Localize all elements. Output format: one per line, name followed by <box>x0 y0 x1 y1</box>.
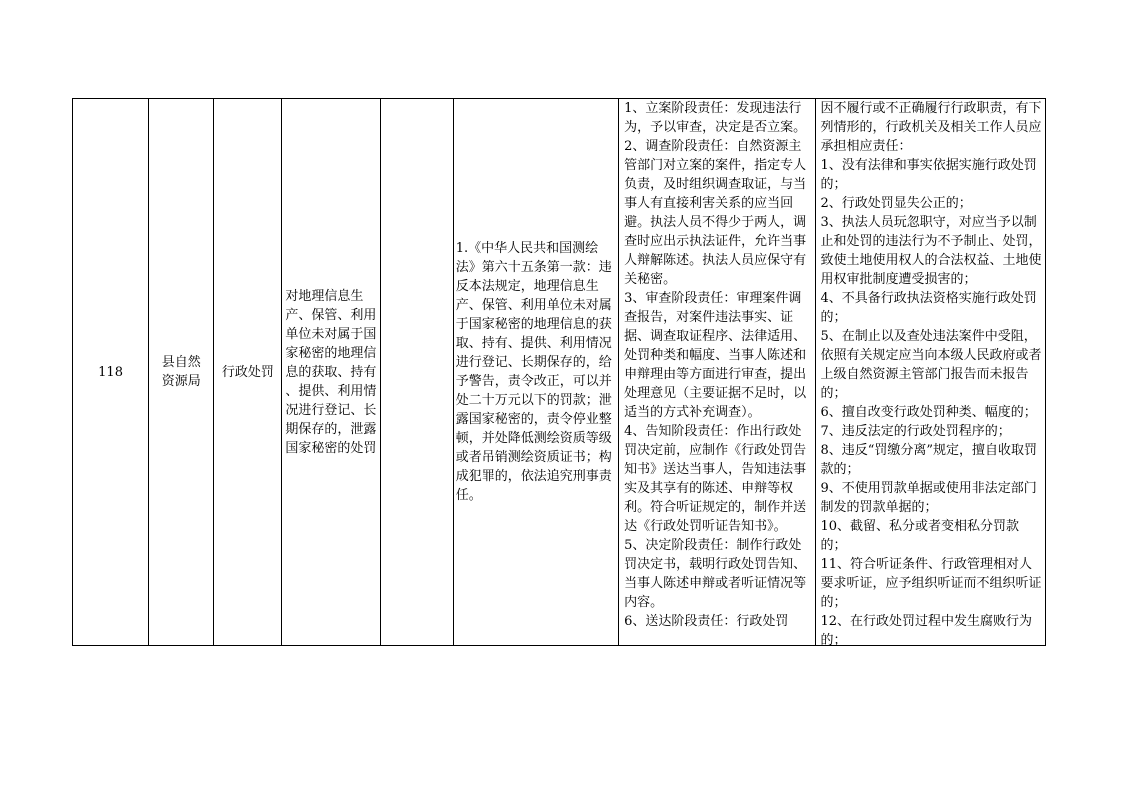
responsibilities-cell <box>619 99 816 646</box>
sub-item-cell <box>380 99 453 646</box>
department-name: 县自然 资源局 <box>161 355 201 389</box>
item-name: 对地理信息生产、保管、利用单位未对属于国家秘密的地理信息的获取、持有 、提供、利用情况进行登记、长期保存的，泄露国家秘密的处罚 <box>285 288 381 456</box>
liabilities-text: 因不履行或不正确履行行政职责，有下列情形的，行政机关及相关工作人员应承担相应责任： 1、没有法律和事实依据实施行政处罚的； 2、行政处罚显失公正的； 3、执法人员玩忽职守，对应当予以制止和处罚的违法行为不予制止、处罚，致使土地使用权人的合法权益、土地使用权审批制度遭受损害的； 4、不具备行政执法资格实施行政处罚的； 5、在制止以及查处违法案件中受阻，依照有关规定应当向本级人民政府或者上级自然资源主管部门报告而未报告的； 6、擅自改变行政处罚种类、幅度的； 7、违反法定的行政处罚程序的； 8、违反“罚缴分离”规定，擅自收取罚款的； 9、不使用罚款单据或使用非法定部门制发的罚款单据的； 10、截留、私分或者变相私分罚款的； 11、符合听证条件、行政管理相对人要求听证，应予组织听证而不组织听证的； 12、在行政处罚过程中发生腐败行为的； <box>820 101 1042 648</box>
responsibility-table <box>72 98 1046 646</box>
liabilities-cell <box>816 99 1046 646</box>
responsibilities-text: 1、立案阶段责任：发现违法行为，予以审查，决定是否立案。 2、调查阶段责任：自然资源主管部门对立案的案件，指定专人负责，及时组织调查取证，与当事人有直接利害关系的应当回避。执法人员不得少于两人，调查时应出示执法证件，允许当事人辩解陈述。执法人员应保守有关秘密。 3、审查阶段责任：审理案件调查报告，对案件违法事实、证据、调查取证程序、法律适用、处罚种类和幅度、当事人陈述和申辩理由等方面进行审查，提出处理意见（主要证据不足时，以适当的方式补充调查）。 4、告知阶段责任：作出行政处罚决定前，应制作《行政处罚告知书》送达当事人，告知违法事实及其享有的陈述、申辩等权利。符合听证规定的，制作并送达《行政处罚听证告知书》。 5、决定阶段责任：制作行政处罚决定书，载明行政处罚告知、当事人陈述申辩或者听证情况等内容。 6、送达阶段责任：行政处罚 <box>624 101 807 629</box>
liabilities-clip <box>816 99 1045 648</box>
department-cell <box>149 99 214 646</box>
item-name-cell <box>282 99 380 646</box>
table-row <box>73 99 1046 646</box>
legal-basis: 1.《中华人民共和国测绘法》第六十五条第一款：违反本法规定，地理信息生产、保管、利用单位未对属于国家秘密的地理信息的获取、持有、提供、利用情况进行登记、长期保存的，给予警告，责令改正，可以并处二十万元以下的罚款；泄露国家秘密的，责令停业整顿，并处降低测绘资质等级或者吊销测绘资质证书；构成犯罪的，依法追究刑事责任。 <box>455 241 612 503</box>
legal-basis-cell <box>453 99 618 646</box>
penalty-category: 行政处罚 <box>221 364 274 380</box>
responsibilities-clip <box>619 99 815 645</box>
category-cell <box>214 99 282 646</box>
row-number-cell <box>73 99 149 646</box>
row-number: 118 <box>98 364 123 380</box>
